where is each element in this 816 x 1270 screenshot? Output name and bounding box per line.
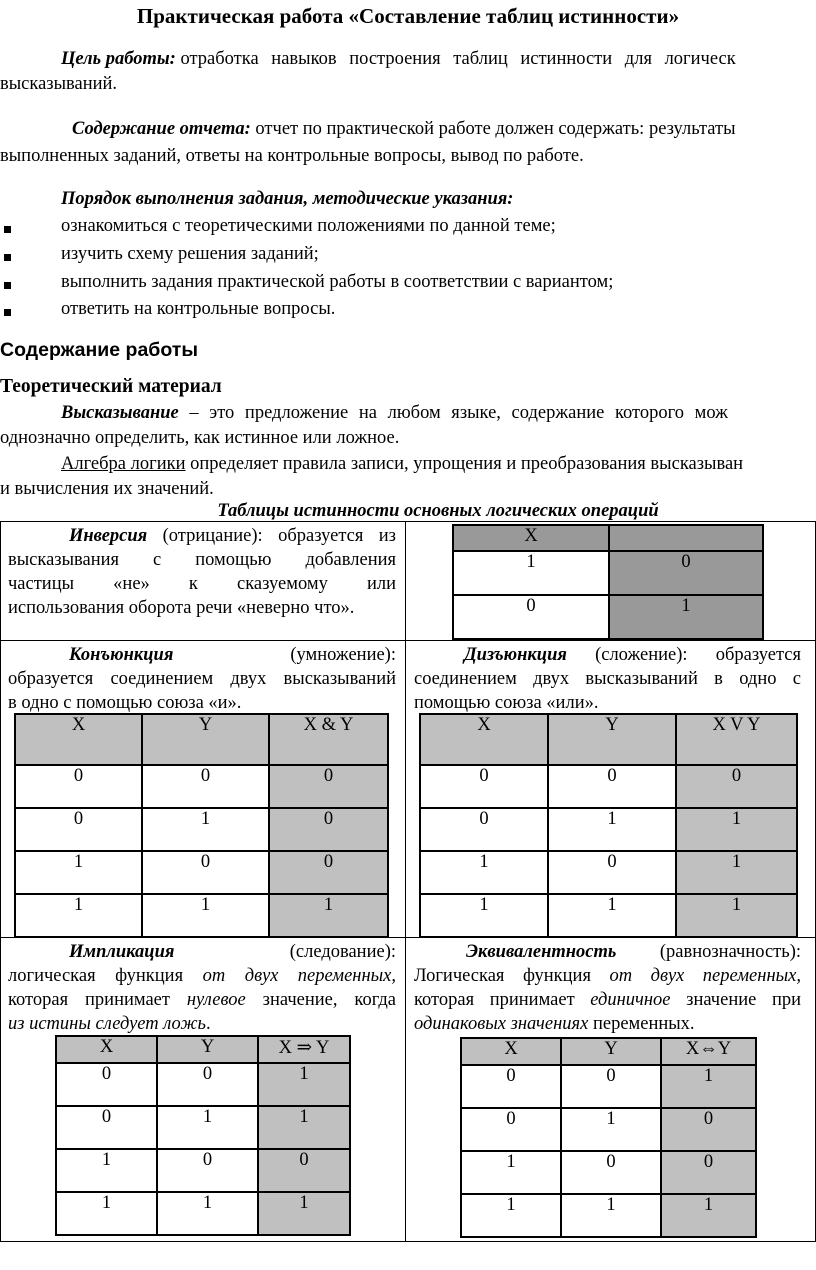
equivalence-line-1: (равнозначность): bbox=[659, 942, 801, 962]
equivalence-line-4a: одинаковых значениях bbox=[414, 1014, 589, 1034]
disjunction-description bbox=[414, 643, 801, 715]
equivalence-line-3c: значение при bbox=[670, 990, 801, 1010]
implication-line-4b: . bbox=[205, 1014, 211, 1034]
equivalence-line-3b: единичное bbox=[590, 990, 671, 1010]
table-cell: 0 bbox=[420, 808, 548, 851]
disjunction-table bbox=[419, 713, 798, 938]
bullet-icon bbox=[4, 309, 11, 316]
table-cell: 1 bbox=[561, 1194, 661, 1237]
table-cell: 1 bbox=[461, 1151, 561, 1194]
procedure-item: ответить на контрольные вопросы. bbox=[61, 299, 336, 319]
table-cell: 1 bbox=[420, 851, 548, 894]
table-header-cell: X & Y bbox=[269, 714, 388, 765]
table-cell: 1 bbox=[142, 808, 269, 851]
table-result-cell: 1 bbox=[258, 1192, 350, 1235]
table-cell: 1 bbox=[461, 1194, 561, 1237]
table-cell: 0 bbox=[15, 765, 142, 808]
table-result-cell: 0 bbox=[661, 1108, 756, 1151]
algebra-line-1 bbox=[61, 454, 743, 475]
statement-text-2: однозначно определить, как истинное или ложное. bbox=[0, 428, 400, 448]
statement-line-1 bbox=[61, 403, 728, 424]
table-header-cell: Y bbox=[561, 1038, 661, 1065]
equivalence-line-3a: которая принимает bbox=[414, 990, 591, 1010]
bullet-icon bbox=[4, 226, 11, 233]
goal-text-2: высказываний. bbox=[0, 74, 118, 94]
table-cell: 0 bbox=[56, 1106, 157, 1149]
table-cell: 0 bbox=[157, 1149, 258, 1192]
inversion-term: Инверсия bbox=[69, 526, 148, 546]
implication-line-4a: из истины следует ложь bbox=[8, 1014, 206, 1034]
report-line-1 bbox=[72, 119, 736, 140]
table-cell: 1 bbox=[56, 1192, 157, 1235]
grid-line bbox=[0, 521, 1, 1242]
inversion-description bbox=[8, 524, 396, 620]
table-cell: 0 bbox=[15, 808, 142, 851]
disjunction-line: помощью союза «или». bbox=[414, 693, 599, 713]
inversion-line: использования оборота речи «неверно что». bbox=[8, 598, 355, 618]
algebra-text-1: определяет правила записи, упрощения и преобразования высказыван bbox=[185, 454, 744, 474]
equivalence-line-4b: переменных. bbox=[588, 1014, 695, 1034]
bullet-icon bbox=[4, 254, 11, 261]
table-header-cell: X bbox=[453, 525, 609, 551]
table-result-cell: 1 bbox=[269, 894, 388, 937]
table-header-cell: X V Y bbox=[676, 714, 797, 765]
report-text-2: выполненных заданий, ответы на контрольные вопросы, вывод по работе. bbox=[0, 146, 584, 166]
inversion-line: (отрицание): образуется из bbox=[147, 526, 396, 546]
goal-text-1: отработка навыков построения таблиц истинности для логическ bbox=[180, 49, 736, 69]
table-cell: 1 bbox=[56, 1149, 157, 1192]
table-header-cell: X ⇒ Y bbox=[258, 1036, 350, 1063]
table-header-cell: X bbox=[56, 1036, 157, 1063]
equivalence-table bbox=[460, 1037, 757, 1238]
table-result-cell: 1 bbox=[676, 894, 797, 937]
implication-line-3b: нулевое bbox=[186, 990, 246, 1010]
conjunction-table bbox=[14, 713, 389, 938]
table-result-cell: 1 bbox=[258, 1106, 350, 1149]
implication-line-2a: логическая функция bbox=[8, 966, 203, 986]
table-result-cell: 1 bbox=[676, 851, 797, 894]
implication-line-3a: которая принимает bbox=[8, 990, 187, 1010]
grid-line bbox=[0, 1241, 816, 1242]
table-header-cell bbox=[609, 525, 763, 551]
grid-line bbox=[0, 640, 816, 641]
implication-line-2b: от двух переменных, bbox=[202, 966, 396, 986]
implication-description bbox=[8, 940, 396, 1036]
statement-text-1: – это предложение на любом языке, содержание которого мож bbox=[178, 403, 728, 423]
inversion-line: частицы «не» к сказуемому или bbox=[8, 574, 396, 594]
theory-heading: Теоретический материал bbox=[0, 376, 222, 397]
conjunction-line: в одно с помощью союза «и». bbox=[8, 693, 242, 713]
inversion-line: высказывания с помощью добавления bbox=[8, 550, 396, 570]
equivalence-line-2a: Логическая функция bbox=[414, 966, 610, 986]
table-result-cell: 0 bbox=[676, 765, 797, 808]
table-result-cell: 0 bbox=[269, 765, 388, 808]
procedure-item: изучить схему решения заданий; bbox=[61, 244, 319, 264]
page-title: Практическая работа «Составление таблиц истинности» bbox=[136, 4, 680, 28]
statement-term: Высказывание bbox=[61, 403, 179, 423]
procedure-item: ознакомиться с теоретическими положениями по данной теме; bbox=[61, 216, 556, 236]
grid-line bbox=[0, 521, 816, 522]
conjunction-line: образуется соединением двух высказываний bbox=[8, 669, 396, 689]
table-result-cell: 1 bbox=[661, 1194, 756, 1237]
table-cell: 0 bbox=[561, 1151, 661, 1194]
table-result-cell: 1 bbox=[258, 1063, 350, 1106]
table-header-cell: X⇔Y bbox=[661, 1038, 756, 1065]
table-cell: 0 bbox=[56, 1063, 157, 1106]
content-heading: Содержание работы bbox=[0, 339, 198, 361]
implication-line-1: (следование): bbox=[289, 942, 396, 962]
table-header-cell: Y bbox=[157, 1036, 258, 1063]
table-cell: 1 bbox=[453, 551, 609, 595]
table-cell: 0 bbox=[561, 1065, 661, 1108]
goal-label: Цель работы: bbox=[61, 49, 176, 69]
table-cell: 0 bbox=[142, 765, 269, 808]
goal-line-1 bbox=[61, 49, 736, 70]
conjunction-description bbox=[8, 643, 396, 715]
table-cell: 0 bbox=[420, 765, 548, 808]
tables-caption: Таблицы истинности основных логических операций bbox=[217, 501, 659, 521]
table-cell: 0 bbox=[461, 1108, 561, 1151]
algebra-term: Алгебра логики bbox=[61, 454, 186, 474]
table-result-cell: 0 bbox=[609, 551, 763, 595]
table-result-cell: 1 bbox=[609, 595, 763, 639]
table-header-cell: X bbox=[461, 1038, 561, 1065]
implication-table bbox=[55, 1035, 351, 1236]
table-cell: 0 bbox=[157, 1063, 258, 1106]
table-cell: 1 bbox=[548, 808, 676, 851]
equivalence-line-2b: от двух переменных, bbox=[609, 966, 801, 986]
algebra-text-2: и вычисления их значений. bbox=[0, 479, 214, 499]
table-header-cell: X bbox=[15, 714, 142, 765]
table-cell: 0 bbox=[453, 595, 609, 639]
table-cell: 1 bbox=[157, 1192, 258, 1235]
table-cell: 0 bbox=[548, 765, 676, 808]
table-cell: 0 bbox=[461, 1065, 561, 1108]
conjunction-line: (умножение): bbox=[290, 645, 396, 665]
table-cell: 0 bbox=[548, 851, 676, 894]
table-cell: 1 bbox=[15, 894, 142, 937]
grid-line bbox=[405, 521, 406, 1242]
equivalence-description bbox=[414, 940, 801, 1036]
table-cell: 1 bbox=[157, 1106, 258, 1149]
table-result-cell: 1 bbox=[661, 1065, 756, 1108]
inversion-table bbox=[452, 524, 764, 640]
table-result-cell: 0 bbox=[269, 808, 388, 851]
disjunction-line: соединением двух высказываний в одно с bbox=[414, 669, 801, 689]
equivalence-term: Эквивалентность bbox=[466, 942, 617, 962]
implication-line-3c: значение, когда bbox=[245, 990, 396, 1010]
table-cell: 1 bbox=[15, 851, 142, 894]
procedure-label: Порядок выполнения задания, методические указания: bbox=[61, 189, 514, 209]
table-cell: 0 bbox=[142, 851, 269, 894]
table-cell: 1 bbox=[548, 894, 676, 937]
bullet-icon bbox=[4, 282, 11, 289]
table-cell: 1 bbox=[142, 894, 269, 937]
conjunction-term: Конъюнкция bbox=[69, 645, 174, 665]
table-header-cell: Y bbox=[142, 714, 269, 765]
table-result-cell: 0 bbox=[269, 851, 388, 894]
disjunction-line: (сложение): образуется bbox=[566, 645, 801, 665]
table-header-cell: Y bbox=[548, 714, 676, 765]
procedure-item: выполнить задания практической работы в соответствии с вариантом; bbox=[61, 272, 614, 292]
table-result-cell: 1 bbox=[676, 808, 797, 851]
table-result-cell: 0 bbox=[661, 1151, 756, 1194]
report-label: Содержание отчета: bbox=[72, 119, 251, 139]
table-cell: 1 bbox=[420, 894, 548, 937]
implication-term: Импликация bbox=[69, 942, 175, 962]
report-text-1: отчет по практической работе должен содержать: результаты bbox=[255, 119, 736, 139]
table-header-cell: X bbox=[420, 714, 548, 765]
table-cell: 1 bbox=[561, 1108, 661, 1151]
table-result-cell: 0 bbox=[258, 1149, 350, 1192]
disjunction-term: Дизъюнкция bbox=[464, 645, 567, 665]
